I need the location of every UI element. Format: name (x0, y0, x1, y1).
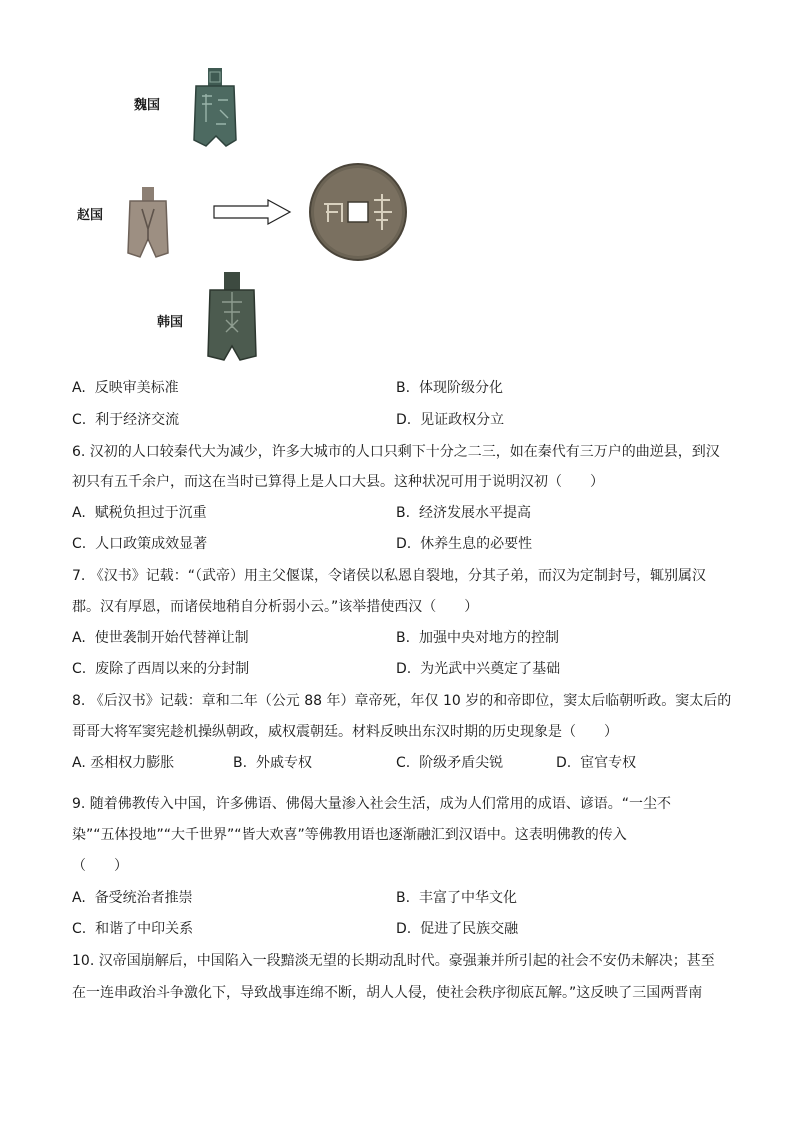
q8-stem-line: 哥哥大将军窦宪趁机操纵朝政，威权震朝廷。材料反映出东汉时期的历史现象是（ ） (72, 724, 618, 740)
q6-stem-line: 初只有五千余户，而这在当时已算得上是人口大县。这种状况可用于说明汉初（ ） (72, 474, 604, 490)
label-wei: 魏国 (134, 98, 161, 113)
label-zhao: 赵国 (77, 208, 104, 223)
q7-stem-line: 郡。汉有厚恩，而诸侯地稍自分析弱小云。”该举措使西汉（ ） (72, 599, 479, 615)
q10-stem-line: 10. 汉帝国崩解后，中国陷入一段黯淡无望的长期动乱时代。豪强兼并所引起的社会不安仍未解决；甚至 (72, 953, 715, 969)
q7-option-b[interactable]: B. 加强中央对地方的控制 (396, 630, 559, 646)
q5-option-a[interactable]: A. 反映审美标准 (72, 380, 179, 396)
han-spade-coin-image (204, 270, 260, 362)
q9-stem-line: 9. 随着佛教传入中国，许多佛语、佛偈大量渗入社会生活，成为人们常用的成语、谚语。“一尘不 (72, 796, 672, 812)
q6-option-c[interactable]: C. 人口政策成效显著 (72, 536, 208, 552)
q6-option-b[interactable]: B. 经济发展水平提高 (396, 505, 531, 521)
wei-spade-coin-image (186, 66, 244, 148)
q7-stem-line: 7. 《汉书》记载：“（武帝）用主父偃谋，令诸侯以私恩自裂地，分其子弟，而汉为定制封号，辄别属汉 (72, 568, 707, 584)
q8-option-c[interactable]: C. 阶级矛盾尖锐 (396, 755, 504, 771)
q5-option-c[interactable]: C. 利于经济交流 (72, 412, 180, 428)
transition-arrow-icon (212, 198, 292, 226)
q10-stem-line: 在一连串政治斗争激化下，导致战事连绵不断，胡人人侵，使社会秩序彻底瓦解。”这反映了三国两晋南 (72, 985, 703, 1001)
q9-option-b[interactable]: B. 丰富了中华文化 (396, 890, 517, 906)
q7-option-a[interactable]: A. 使世袭制开始代替禅让制 (72, 630, 249, 646)
q6-option-a[interactable]: A. 赋税负担过于沉重 (72, 505, 207, 521)
qin-round-coin-image (308, 162, 408, 262)
q8-stem-line: 8. 《后汉书》记载：章和二年（公元 88 年）章帝死，年仅 10 岁的和帝即位，窦太后临朝听政。窦太后的 (72, 693, 732, 709)
q9-option-d[interactable]: D. 促进了民族交融 (396, 921, 519, 937)
q6-stem-line: 6. 汉初的人口较秦代大为减少，许多大城市的人口只剩下十分之二三，如在秦代有三万户的曲逆县，到汉 (72, 444, 720, 460)
q9-option-c[interactable]: C. 和谐了中印关系 (72, 921, 194, 937)
zhao-spade-coin-image (124, 185, 172, 259)
q7-option-c[interactable]: C. 废除了西周以来的分封制 (72, 661, 250, 677)
q8-option-d[interactable]: D. 宦官专权 (556, 755, 637, 771)
q7-option-d[interactable]: D. 为光武中兴奠定了基础 (396, 661, 561, 677)
q9-option-a[interactable]: A. 备受统治者推崇 (72, 890, 193, 906)
q8-option-b[interactable]: B. 外戚专权 (233, 755, 312, 771)
q5-option-b[interactable]: B. 体现阶级分化 (396, 380, 503, 396)
q9-stem-line: 染”“五体投地”“大千世界”“皆大欢喜”等佛教用语也逐渐融汇到汉语中。这表明佛教的传入 (72, 827, 627, 843)
label-han: 韩国 (157, 315, 184, 330)
q5-option-d[interactable]: D. 见证政权分立 (396, 412, 505, 428)
q6-option-d[interactable]: D. 休养生息的必要性 (396, 536, 533, 552)
q9-stem-line: （ ） (72, 858, 128, 874)
q8-option-a[interactable]: A. 丞相权力膨胀 (72, 755, 175, 771)
